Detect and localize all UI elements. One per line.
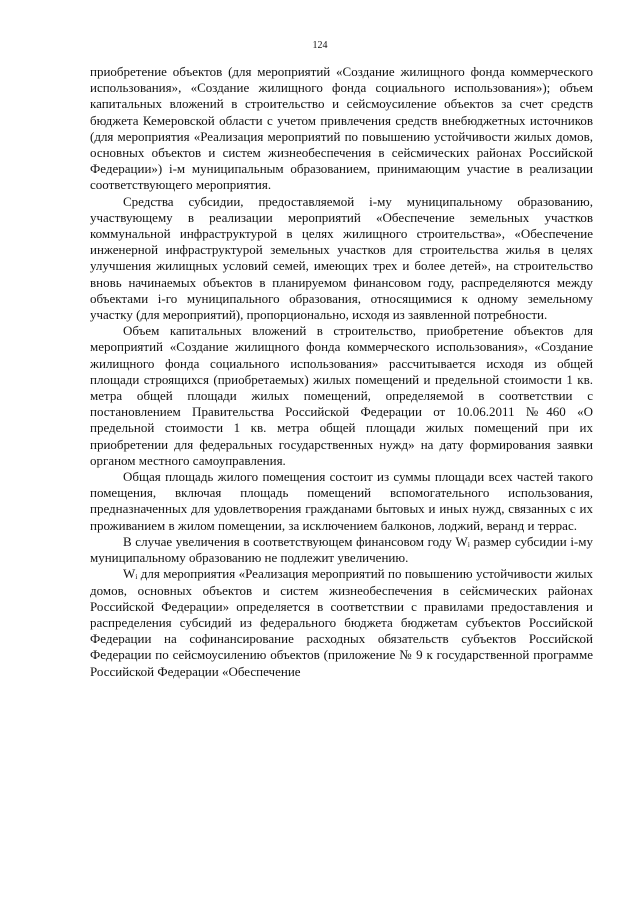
paragraph-3: Объем капитальных вложений в строительство, приобретение объектов для мероприятий «Создание жилищного фонда коммерческого использования», «Создание жилищного фонда социального использования» рассчитывается исходя из общей площади строящихся (приобретаемых) жилых помещений и предельной стоимости 1 кв. метра общей площади жилых помещений, определяемой в соответствии с постановлением Правительства Российской Федерации от 10.06.2011 №460 «О предельной стоимости 1 кв. метра общей площади жилых помещений при их приобретении для федеральных государственных нужд» на дату формирования заявки органом местного самоуправления.	[90, 323, 593, 468]
paragraph-5: В случае увеличения в соответствующем финансовом году Wᵢ размер субсидии i-му муниципальному образованию не подлежит увеличению.	[90, 533, 593, 566]
paragraph-4: Общая площадь жилого помещения состоит из суммы площади всех частей такого помещения, включая площадь помещений вспомогательного использования, предназначенных для удовлетворения гражданами бытовых и иных нужд, связанных с их проживанием в жилом помещении, за исключением балконов, лоджий, веранд и террас.	[90, 469, 593, 533]
paragraph-2: Средства субсидии, предоставляемой i-му муниципальному образованию, участвующему в реализации мероприятий «Обеспечение земельных участков коммунальной инфраструктурой в целях жилищного строительства», «Обеспечение инженерной инфраструктурой земельных участков для строительства жилья в целях улучшения жилищных условий семей, имеющих трех и более детей», на строительство вновь начинаемых объектов в планируемом финансовом году, распределяются между объектами i-го муниципального образования, относящимися к одному земельному участку (для мероприятий), пропорционально, исходя из заявленной потребности.	[90, 193, 593, 323]
paragraph-6: Wᵢ для мероприятия «Реализация мероприятий по повышению устойчивости жилых домов, основных объектов и систем жизнеобеспечения в сейсмических районах Российской Федерации» определяется в соответствии с правилами предоставления и распределения субсидий из федерального бюджета бюджетам субъектов Российской Федерации на софинансирование расходных обязательств субъектов Российской Федерации по сейсмоусилению объектов (приложение № 9 к государственной программе Российской Федерации «Обеспечение	[90, 566, 593, 679]
page-number: 124	[312, 40, 328, 51]
document-body	[90, 64, 593, 680]
paragraph-1: приобретение объектов (для мероприятий «Создание жилищного фонда коммерческого использования», «Создание жилищного фонда социального использования»); объем капитальных вложений в строительство и сейсмоусиление объектов за счет средств бюджета Кемеровской области с учетом привлечения средств внебюджетных источников (для мероприятия «Реализация мероприятий по повышению устойчивости жилых домов, основных объектов и систем жизнеобеспечения в сейсмических районах Российской Федерации») i-м муниципальным образованием, принимающим участие в реализации соответствующего мероприятия.	[90, 64, 593, 193]
